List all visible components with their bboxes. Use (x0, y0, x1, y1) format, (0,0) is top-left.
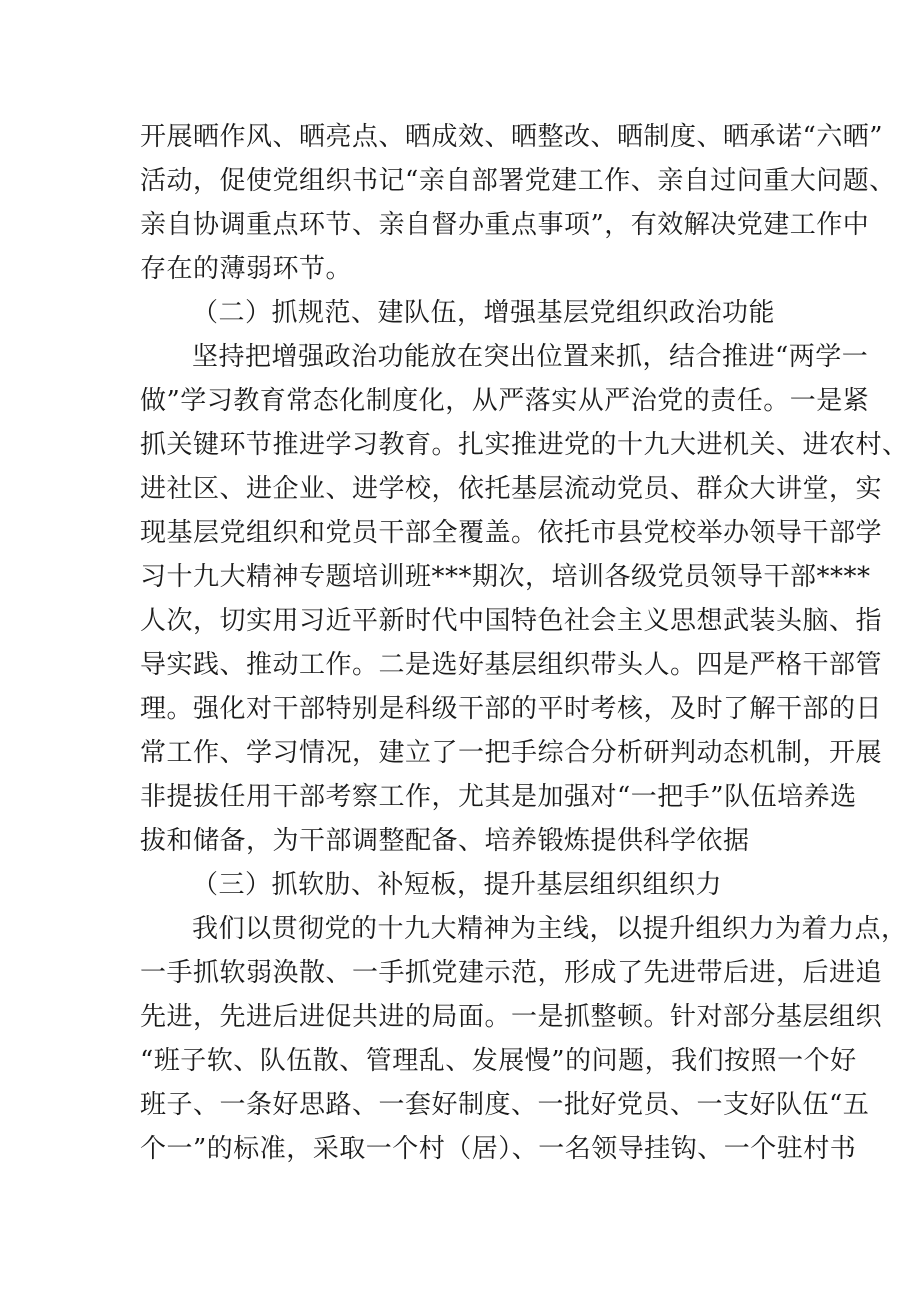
text-line: 做”学习教育常态化制度化，从严落实从严治党的责任。一是紧 (140, 386, 870, 416)
text-line: 一手抓软弱涣散、一手抓党建示范，形成了先进带后进，后进追 (140, 958, 883, 988)
text-line: 开展晒作风、晒亮点、晒成效、晒整改、晒制度、晒承诺“六晒” (140, 122, 884, 152)
text-line: 活动，促使党组织书记“亲自部署党建工作、亲自过问重大问题、 (140, 166, 896, 196)
section-heading-2: （二）抓规范、建队伍，增强基层党组织政治功能 (192, 298, 776, 328)
paragraph-first-line: 我们以贯彻党的十九大精神为主线，以提升组织力为着力点， (192, 914, 908, 944)
text-line: 抓关键环节推进学习教育。扎实推进党的十九大进机关、进农村、 (140, 430, 909, 460)
text-line: 亲自协调重点环节、亲自督办重点事项”，有效解决党建工作中 (140, 210, 870, 240)
text-line: 班子、一条好思路、一套好制度、一批好党员、一支好队伍“五 (140, 1090, 870, 1120)
paragraph-first-line: 坚持把增强政治功能放在突出位置来抓，结合推进“两学一 (192, 342, 869, 372)
text-line: 理。强化对干部特别是科级干部的平时考核，及时了解干部的日 (140, 694, 883, 724)
text-line: 进社区、进企业、进学校，依托基层流动党员、群众大讲堂，实 (140, 474, 883, 504)
section-heading-3: （三）抓软肋、补短板，提升基层组织组织力 (192, 870, 723, 900)
text-line: 先进，先进后进促共进的局面。一是抓整顿。针对部分基层组织 (140, 1002, 883, 1032)
text-line: 人次，切实用习近平新时代中国特色社会主义思想武装头脑、指 (140, 606, 883, 636)
text-line: “班子软、队伍散、管理乱、发展慢”的问题，我们按照一个好 (140, 1046, 857, 1076)
text-line: 非提拔任用干部考察工作，尤其是加强对“一把手”队伍培养选 (140, 782, 857, 812)
text-line: 拔和储备，为干部调整配备、培养锻炼提供科学依据 (140, 826, 750, 856)
text-line: 存在的薄弱环节。 (140, 254, 353, 284)
text-line: 导实践、推动工作。二是选好基层组织带头人。四是严格干部管 (140, 650, 883, 680)
text-line: 现基层党组织和党员干部全覆盖。依托市县党校举办领导干部学 (140, 518, 883, 548)
text-line: 常工作、学习情况，建立了一把手综合分析研判动态机制，开展 (140, 738, 883, 768)
text-line: 个一”的标准，采取一个村（居）、一名领导挂钩、一个驻村书 (140, 1134, 857, 1164)
text-line: 习十九大精神专题培训班***期次，培训各级党员领导干部**** (140, 562, 871, 592)
